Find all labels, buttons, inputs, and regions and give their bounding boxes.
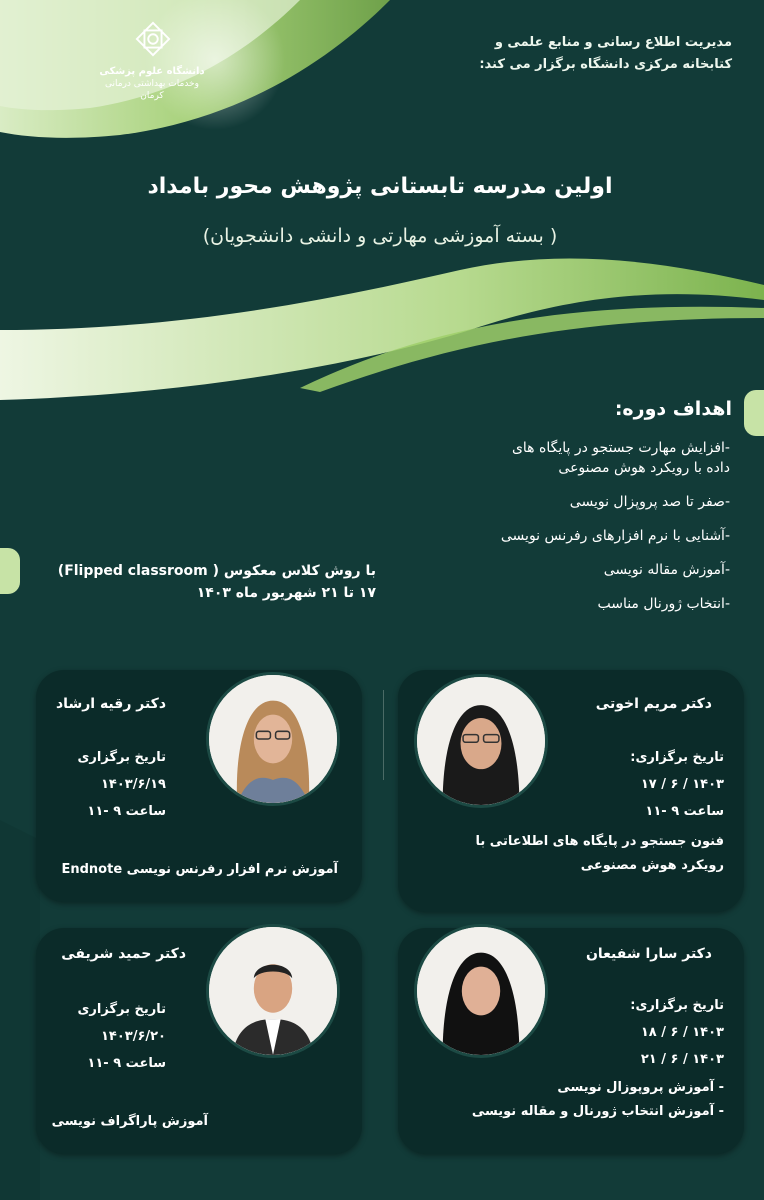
- speaker-topics: [384, 830, 724, 878]
- date-label: تاریخ برگزاری: [77, 1002, 166, 1017]
- goals-list: [370, 438, 730, 614]
- university-logo: [92, 14, 212, 104]
- speaker-name: دکتر سارا شفیعان: [585, 946, 712, 962]
- portrait-icon: [417, 927, 545, 1055]
- session-time: ساعت ۹ -۱۱: [87, 804, 166, 819]
- portrait-icon: [209, 675, 337, 803]
- goal-item: -آموزش مقاله نویسی: [603, 562, 730, 578]
- session-date: ۱۴۰۳ / ۶ / ۱۷: [640, 777, 724, 792]
- date-label: تاریخ برگزاری: [77, 750, 166, 765]
- course-method: [36, 560, 376, 604]
- intro-line-2: کتابخانه مرکزی دانشگاه برگزار می کند:: [479, 57, 732, 72]
- speaker-photo-sharifi: [206, 924, 340, 1058]
- speaker-name: دکتر حمید شریفی: [61, 946, 186, 962]
- intro-line-1: مدیریت اطلاع رسانی و منابع علمی و: [494, 35, 732, 50]
- topic-line: آموزش نرم افزار رفرنس نویسی Endnote: [61, 862, 338, 877]
- speaker-photo-shafian: [414, 924, 548, 1058]
- logo-line-2: وخدمات بهداشتی درمانی کرمان: [105, 79, 199, 101]
- goal-item: داده با رویکرد هوش مصنوعی: [558, 460, 730, 476]
- intro-text: [392, 32, 732, 76]
- goal-item: -صفر تا صد پروپزال نویسی: [569, 494, 730, 510]
- topic-line: آموزش پاراگراف نویسی: [51, 1114, 208, 1129]
- speaker-photo-akhavati: [414, 674, 548, 808]
- session-date: ۱۴۰۳ / ۶ / ۲۱: [640, 1052, 724, 1067]
- speaker-details: [36, 996, 166, 1077]
- speaker-photo-ershad: [206, 672, 340, 806]
- goal-item: -افزایش مهارت جستجو در پایگاه های: [511, 440, 730, 456]
- speaker-details: [594, 992, 724, 1073]
- speaker-details: [594, 744, 724, 825]
- portrait-icon: [417, 677, 545, 805]
- session-date: ۱۴۰۳/۶/۱۹: [100, 777, 166, 792]
- logo-emblem-icon: [134, 20, 172, 58]
- speaker-topics: [384, 1076, 724, 1124]
- goals-heading: اهداف دوره:: [614, 398, 732, 420]
- speaker-name: دکتر مریم اخوتی: [595, 696, 712, 712]
- topic-line: - آموزش انتخاب ژورنال و مقاله نویسی: [471, 1104, 724, 1119]
- course-dates: ۱۷ تا ۲۱ شهریور ماه ۱۴۰۳: [196, 585, 376, 601]
- topic-line: رویکرد هوش مصنوعی: [580, 858, 724, 873]
- topic-line: - آموزش پروپوزال نویسی: [557, 1080, 724, 1095]
- speaker-details: [36, 744, 166, 825]
- page-title: اولین مدرسه تابستانی پژوهش محور بامداد: [147, 174, 613, 199]
- session-time: ساعت ۹ -۱۱: [645, 804, 724, 819]
- date-label: تاریخ برگزاری:: [630, 998, 724, 1013]
- goal-item: -آشنایی با نرم افزارهای رفرنس نویسی: [500, 528, 730, 544]
- page-subtitle: ( بسته آموزشی مهارتی و دانشی دانشجویان): [202, 225, 558, 247]
- portrait-icon: [209, 927, 337, 1055]
- topic-line: فنون جستجو در پایگاه های اطلاعاتی با: [475, 834, 724, 849]
- method-line: با روش کلاس معکوس ( Flipped classroom): [57, 563, 376, 579]
- column-divider: [383, 690, 384, 780]
- date-label: تاریخ برگزاری:: [630, 750, 724, 765]
- session-date: ۱۴۰۳ / ۶ / ۱۸: [640, 1025, 724, 1040]
- session-date: ۱۴۰۳/۶/۲۰: [100, 1029, 166, 1044]
- logo-line-1: دانشگاه علوم پزشکی: [99, 66, 205, 77]
- session-time: ساعت ۹ -۱۱: [87, 1056, 166, 1071]
- goal-item: -انتخاب ژورنال مناسب: [597, 596, 730, 612]
- speaker-name: دکتر رقیه ارشاد: [56, 696, 166, 712]
